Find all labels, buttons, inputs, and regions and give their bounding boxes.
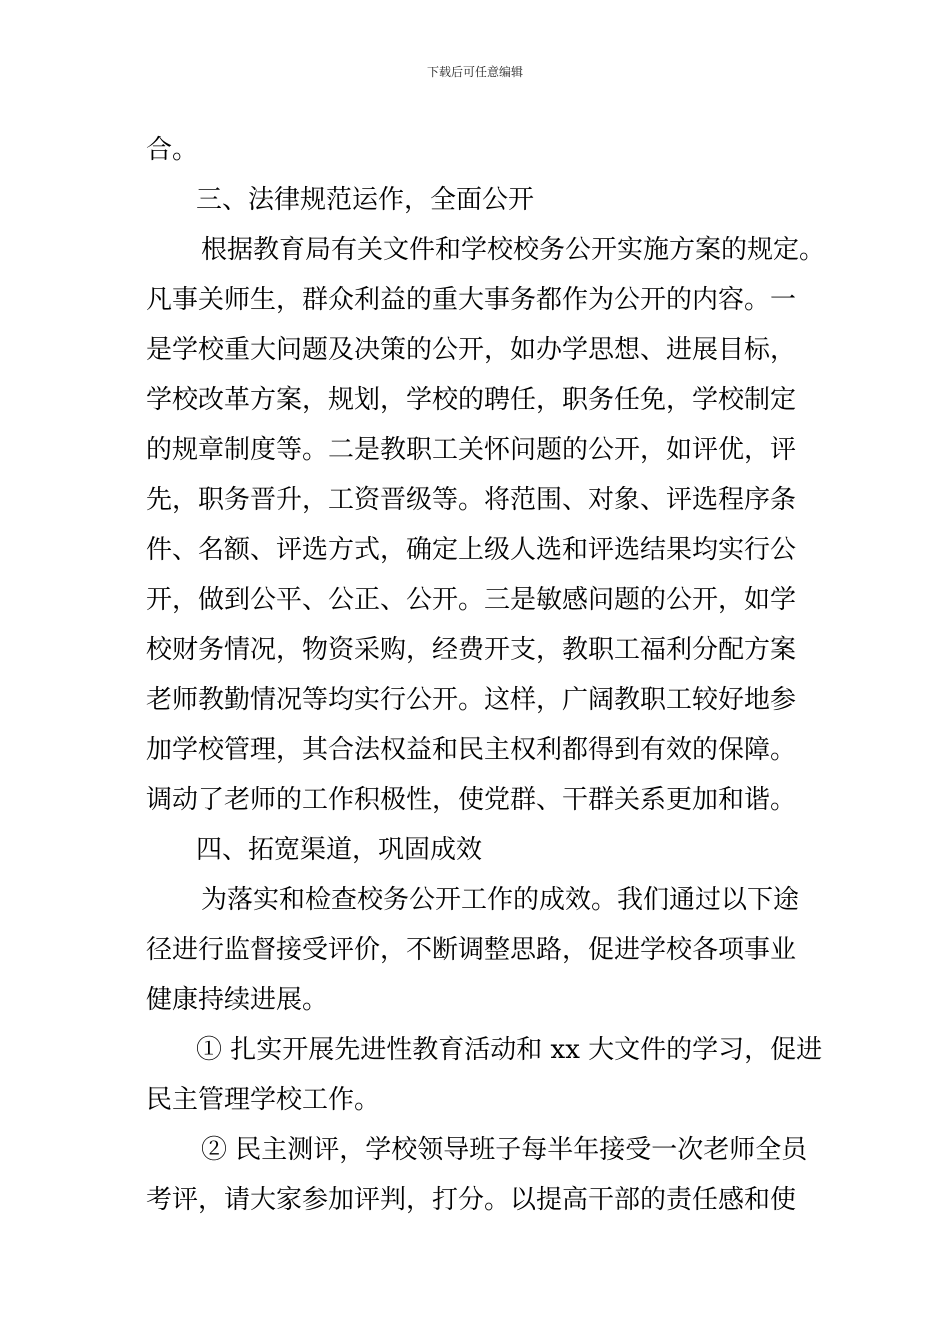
text-line: 校财务情况，物资采购，经费开支，教职工福利分配方案	[146, 635, 797, 665]
text-line: 件、名额、评选方式，确定上级人选和评选结果均实行公	[146, 535, 797, 565]
text-line: 学校改革方案，规划，学校的聘任，职务任免，学校制定	[146, 385, 797, 415]
list-item: ① 扎实开展先进性教育活动和 xx 大文件的学习，促进	[196, 1035, 823, 1065]
text-line: 为落实和检查校务公开工作的成效。我们通过以下途	[201, 885, 800, 915]
text-line: 健康持续进展。	[146, 985, 329, 1015]
text-line: 合。	[146, 135, 199, 165]
section-heading: 三、法律规范运作，全面公开	[196, 185, 535, 215]
text-line: 径进行监督接受评价，不断调整思路，促进学校各项事业	[146, 935, 797, 965]
text-line: 先，职务晋升，工资晋级等。将范围、对象、评选程序条	[146, 485, 797, 515]
text-line: 是学校重大问题及决策的公开，如办学思想、进展目标，	[146, 335, 797, 365]
text-line: 考评，请大家参加评判，打分。以提高干部的责任感和使	[146, 1185, 797, 1215]
text-line: 老师教勤情况等均实行公开。这样，广阔教职工较好地参	[146, 685, 797, 715]
list-item: ② 民主测评，学校领导班子每半年接受一次老师全员	[201, 1135, 808, 1165]
section-heading: 四、拓宽渠道，巩固成效	[196, 835, 483, 865]
text-line: 开，做到公平、公正、公开。三是敏感问题的公开，如学	[146, 585, 797, 615]
text-line: 加学校管理，其合法权益和民主权利都得到有效的保障。	[146, 735, 797, 765]
text-line: 凡事关师生，群众利益的重大事务都作为公开的内容。一	[146, 285, 797, 315]
text-line: 根据教育局有关文件和学校校务公开实施方案的规定。	[201, 235, 826, 265]
text-line: 调动了老师的工作积极性，使党群、干群关系更加和谐。	[146, 785, 797, 815]
page-header: 下载后可任意编辑	[426, 65, 523, 79]
text-line: 民主管理学校工作。	[146, 1085, 381, 1115]
text-line: 的规章制度等。二是教职工关怀问题的公开，如评优，评	[146, 435, 797, 465]
